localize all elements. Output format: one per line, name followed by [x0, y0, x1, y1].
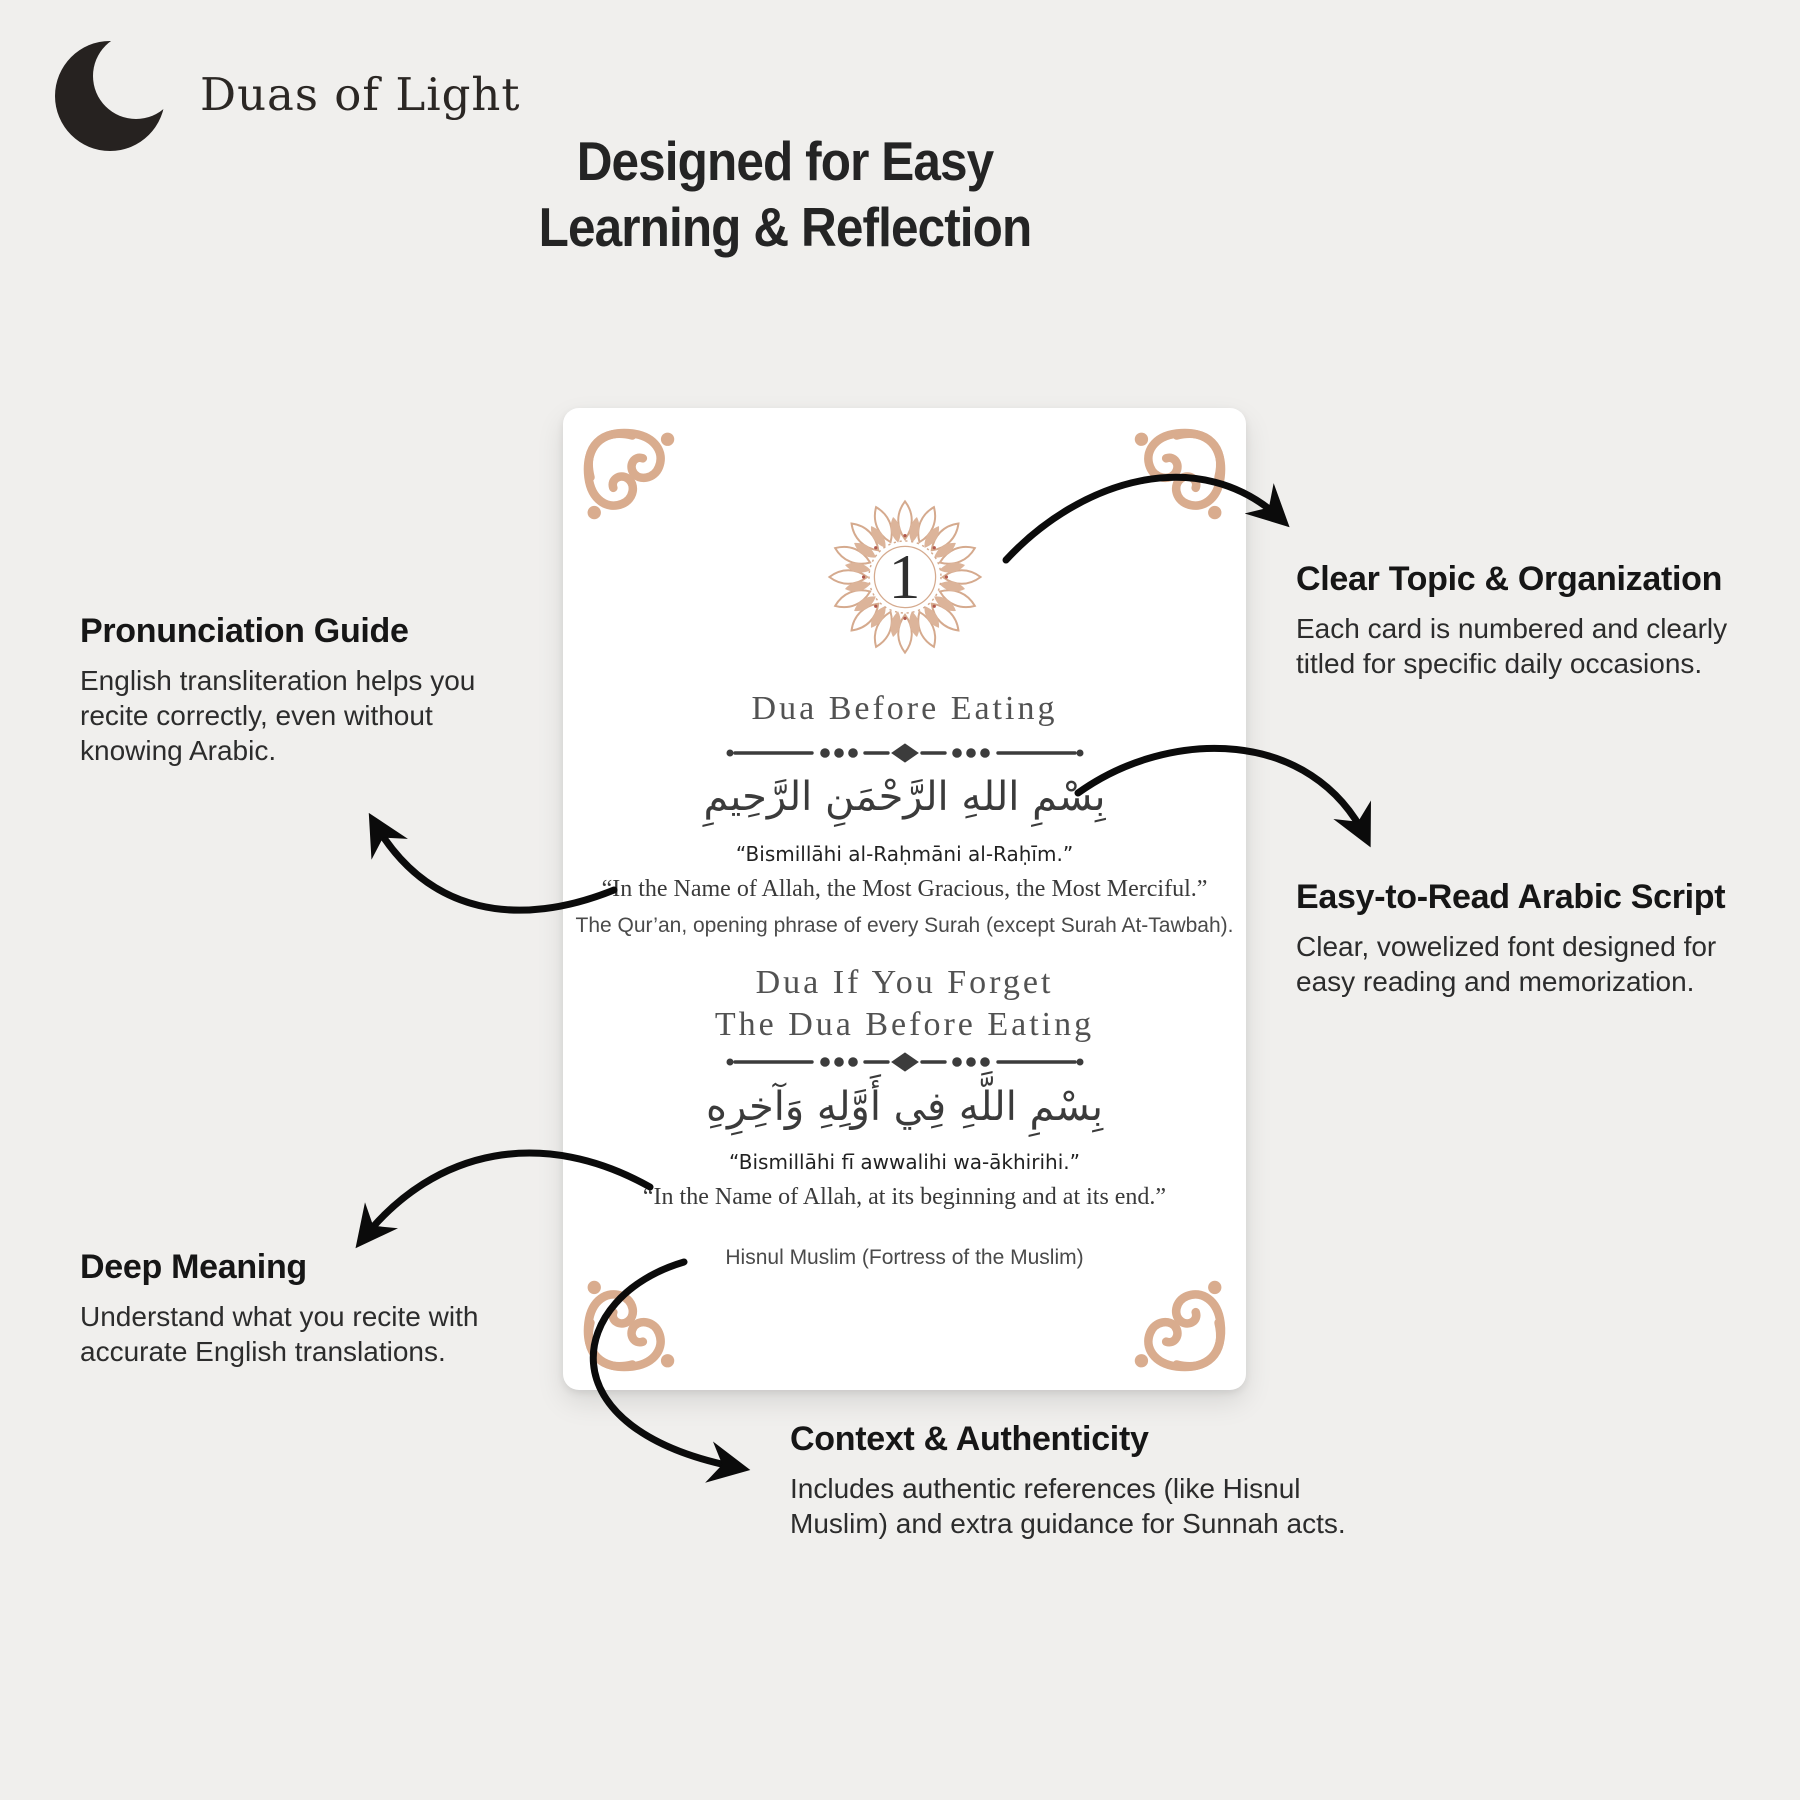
callout-deep-meaning — [80, 1248, 540, 1369]
source-text: Hisnul Muslim (Fortress of the Muslim) — [725, 1246, 1084, 1269]
callout-line: titled for specific daily occasions. — [1296, 648, 1703, 680]
page-title-line: Learning & Reflection — [538, 196, 1032, 258]
callout-arabic-script — [1296, 878, 1776, 999]
crescent-moon-icon — [52, 34, 172, 154]
page-title-line: Designed for Easy — [576, 130, 994, 192]
card-number: 1 — [888, 541, 921, 612]
callout-line: English transliteration helps you — [80, 665, 476, 697]
dua-card — [563, 408, 1246, 1390]
callout-title: Clear Topic & Organization — [1296, 560, 1723, 598]
brand-name: Duas of Light — [200, 67, 521, 121]
dua-heading-line: The Dua Before Eating — [714, 1006, 1095, 1043]
corner-flourish-icon — [579, 424, 679, 524]
corner-flourish-icon — [1130, 424, 1230, 524]
callout-context-authenticity — [790, 1420, 1390, 1541]
corner-flourish-icon — [1130, 1276, 1230, 1376]
callout-line: Understand what you recite with — [80, 1301, 479, 1333]
dua-heading-line: Dua If You Forget — [755, 964, 1054, 1001]
arabic-text: بِسْمِ اللهِ الرَّحْمَنِ الرَّحِيمِ — [703, 774, 1106, 820]
callout-title: Deep Meaning — [80, 1248, 307, 1286]
arabic-text: بِسْمِ اللَّهِ فِي أَوَّلِهِ وَآخِرِهِ — [706, 1084, 1103, 1130]
callout-line: knowing Arabic. — [80, 735, 277, 767]
transliteration-text: “Bismillāhi fī awwalihi wa-ākhirihi.” — [729, 1150, 1080, 1174]
transliteration-text: “Bismillāhi al-Raḥmāni al-Raḥīm.” — [735, 842, 1074, 866]
translation-text: “In the Name of Allah, the Most Gracious, the Most Merciful.” — [601, 876, 1208, 902]
page-title — [425, 128, 1145, 260]
callout-title: Easy-to-Read Arabic Script — [1296, 878, 1726, 916]
dua-heading — [563, 962, 1246, 1046]
callout-clear-topic — [1296, 560, 1776, 681]
callout-line: Includes authentic references (like Hisnul — [790, 1473, 1301, 1505]
callout-line: Each card is numbered and clearly — [1296, 613, 1728, 645]
section-divider — [725, 1051, 1085, 1073]
callout-line: Muslim) and extra guidance for Sunnah acts. — [790, 1508, 1346, 1540]
callout-line: recite correctly, even without — [80, 700, 433, 732]
callout-title: Pronunciation Guide — [80, 612, 409, 650]
callout-line: easy reading and memorization. — [1296, 966, 1695, 998]
callout-line: Clear, vowelized font designed for — [1296, 931, 1717, 963]
corner-flourish-icon — [579, 1276, 679, 1376]
callout-pronunciation-guide — [80, 612, 540, 768]
source-text: The Qur’an, opening phrase of every Surah (except Surah At-Tawbah). — [575, 914, 1234, 937]
dua-heading: Dua Before Eating — [751, 690, 1058, 727]
translation-text: “In the Name of Allah, at its beginning and at its end.” — [642, 1184, 1167, 1210]
callout-line: accurate English translations. — [80, 1336, 446, 1368]
callout-title: Context & Authenticity — [790, 1420, 1149, 1458]
section-divider — [725, 742, 1085, 764]
